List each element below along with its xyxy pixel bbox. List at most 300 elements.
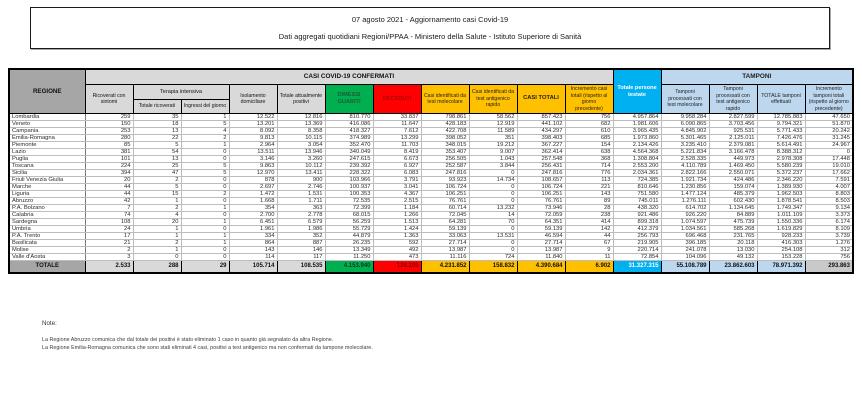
data-cell: 878 — [229, 177, 277, 184]
region-name: Abruzzo — [9, 198, 85, 205]
data-cell: 1.043 — [469, 156, 517, 163]
data-cell: 3.260 — [277, 156, 325, 163]
data-cell: 142 — [565, 226, 613, 233]
data-cell: 247.816 — [517, 170, 565, 177]
table-row — [9, 177, 853, 184]
region-name: Liguria — [9, 191, 85, 198]
table-body — [9, 114, 853, 261]
data-cell: 6.451 — [229, 219, 277, 226]
data-cell: 27.714 — [517, 240, 565, 247]
data-cell: 5 — [133, 184, 181, 191]
data-cell: 2.746 — [277, 184, 325, 191]
data-cell: 280 — [85, 135, 133, 142]
data-cell: 2.827.599 — [709, 114, 757, 121]
data-cell: 0 — [469, 198, 517, 205]
data-cell: 101 — [85, 156, 133, 163]
data-cell: 1.921.734 — [661, 177, 709, 184]
data-cell: 424.486 — [709, 177, 757, 184]
data-cell: 108.657 — [517, 177, 565, 184]
data-cell: 259 — [85, 114, 133, 121]
region-name: P.A. Bolzano — [9, 205, 85, 212]
data-cell: 13.987 — [421, 247, 469, 254]
col-header-incremento-casi: Incremento casi totali (rispetto al giorno precedente) — [565, 85, 613, 114]
col-header-tamponi-antigenico: Tamponi processati con test antigenico rapido — [709, 85, 757, 114]
data-cell: 9.794.321 — [757, 121, 805, 128]
data-cell: 1 — [181, 240, 229, 247]
data-cell: 60.714 — [421, 205, 469, 212]
data-cell: 1 — [181, 219, 229, 226]
data-cell: 900 — [277, 177, 325, 184]
note-line-1: La Regione Abruzzo comunica che dal totale dei positivi è stato eliminato 1 caso in quanto già segnalato da altra Regione. — [42, 337, 334, 343]
data-cell: 1.276 — [805, 240, 853, 247]
data-cell: 2.034.361 — [613, 170, 661, 177]
data-cell: 0 — [469, 170, 517, 177]
data-cell: 19.010 — [805, 163, 853, 170]
data-cell: 434.297 — [517, 128, 565, 135]
data-cell: 18 — [133, 121, 181, 128]
data-cell: 1.513 — [373, 219, 421, 226]
total-cell: 55.108.789 — [661, 261, 709, 274]
data-cell: 1 — [181, 205, 229, 212]
data-cell: 1 — [181, 233, 229, 240]
data-cell: 475.739 — [709, 219, 757, 226]
data-cell: 9.958.284 — [661, 114, 709, 121]
data-cell: 2 — [85, 247, 133, 254]
data-cell: 33.837 — [373, 114, 421, 121]
data-cell: 13 — [133, 128, 181, 135]
data-cell: 72.045 — [421, 212, 469, 219]
data-cell: 44 — [565, 233, 613, 240]
data-cell: 0 — [469, 240, 517, 247]
data-cell: 1.981.606 — [613, 121, 661, 128]
data-cell: 0 — [469, 226, 517, 233]
data-cell: 8.419 — [373, 149, 421, 156]
region-name: Sardegna — [9, 219, 85, 226]
data-cell: 143 — [565, 191, 613, 198]
data-cell: 6.083 — [373, 170, 421, 177]
data-cell: 4.007 — [805, 184, 853, 191]
data-cell: 362.414 — [517, 149, 565, 156]
data-cell: 47.650 — [805, 114, 853, 121]
data-cell: 11.250 — [325, 254, 373, 261]
data-cell: 416.303 — [757, 240, 805, 247]
data-cell: 17.448 — [805, 156, 853, 163]
data-cell: 374.989 — [325, 135, 373, 142]
data-cell: 17 — [85, 233, 133, 240]
data-cell: 1.619.829 — [757, 226, 805, 233]
data-cell: 1.011.109 — [757, 212, 805, 219]
data-cell: 2.515 — [373, 198, 421, 205]
report-title-line1: 07 agosto 2021 - Aggiornamento casi Covid-19 — [351, 15, 509, 25]
band-casi-confermati: CASI COVID-19 CONFERMATI — [85, 69, 613, 85]
data-cell: 724.385 — [613, 177, 661, 184]
data-cell: 8.358 — [277, 128, 325, 135]
data-cell: 7.591 — [805, 177, 853, 184]
col-header-tamponi-totale: TOTALE tamponi effettuati — [757, 85, 805, 114]
data-cell: 108 — [85, 219, 133, 226]
data-cell: 3.965.435 — [613, 128, 661, 135]
data-cell: 0 — [805, 149, 853, 156]
data-cell: 24.967 — [805, 142, 853, 149]
data-cell: 638 — [565, 149, 613, 156]
data-cell: 153.228 — [757, 254, 805, 261]
data-cell: 2 — [133, 205, 181, 212]
total-cell: 4.231.852 — [421, 261, 469, 274]
data-cell: 6.579 — [277, 219, 325, 226]
data-cell: 19.212 — [469, 142, 517, 149]
data-cell: 2 — [133, 240, 181, 247]
data-cell: 219.905 — [613, 240, 661, 247]
data-cell: 114 — [229, 254, 277, 261]
data-cell: 72.399 — [325, 205, 373, 212]
data-cell: 6.174 — [805, 219, 853, 226]
data-cell: 224 — [85, 163, 133, 170]
data-cell: 254.108 — [757, 247, 805, 254]
data-cell: 0 — [469, 184, 517, 191]
data-cell: 585.268 — [709, 226, 757, 233]
data-cell: 1 — [133, 198, 181, 205]
col-header-incremento-tamponi: Incremento tamponi totali (rispetto al giorno precedente) — [805, 85, 853, 114]
data-cell: 2.964 — [229, 142, 277, 149]
col-header-casi-antigenico: Casi identificati da test antigenico rapido — [469, 85, 517, 114]
data-cell: 49.132 — [709, 254, 757, 261]
data-cell: 2 — [181, 191, 229, 198]
data-cell: 351 — [469, 135, 517, 142]
data-cell: 5.372.237 — [757, 170, 805, 177]
region-name: Valle d'Aosta — [9, 254, 85, 261]
data-cell: 13 — [133, 156, 181, 163]
data-cell: 21 — [85, 240, 133, 247]
total-cell: 158.832 — [469, 261, 517, 274]
data-cell: 8.092 — [229, 128, 277, 135]
col-header-casi-molecolare: Casi identificati da test molecolare — [421, 85, 469, 114]
band-tamponi: TAMPONI — [661, 69, 853, 85]
data-cell: 1 — [133, 247, 181, 254]
data-cell: 756 — [565, 114, 613, 121]
data-cell: 3.703.456 — [709, 121, 757, 128]
data-cell: 13.411 — [277, 170, 325, 177]
data-cell: 4.957.864 — [613, 114, 661, 121]
data-cell: 13.946 — [277, 149, 325, 156]
data-cell: 3.739 — [805, 233, 853, 240]
data-cell: 4 — [181, 128, 229, 135]
data-cell: 9.813 — [229, 135, 277, 142]
table-row — [9, 247, 853, 254]
region-name: Veneto — [9, 121, 85, 128]
data-cell: 8.109 — [805, 226, 853, 233]
note-line-2: La Regione Emilia-Romagna comunica che sono stati eliminati 4 casi, positivi a test antigenico ma non confermati da tampone molecolare. — [42, 345, 373, 352]
data-cell: 76.761 — [421, 198, 469, 205]
data-cell: 0 — [181, 184, 229, 191]
data-cell: 4.110.789 — [661, 163, 709, 170]
data-cell: 0 — [181, 254, 229, 261]
data-cell: 3.791 — [373, 177, 421, 184]
data-cell: 592 — [373, 240, 421, 247]
data-cell: 1.668 — [229, 198, 277, 205]
data-cell: 6.090.865 — [661, 121, 709, 128]
data-cell: 4.845.902 — [661, 128, 709, 135]
total-row — [9, 261, 853, 274]
data-cell: 1.469.450 — [709, 163, 757, 170]
table-row — [9, 233, 853, 240]
data-cell: 381 — [85, 149, 133, 156]
data-cell: 256.505 — [421, 156, 469, 163]
data-cell: 252.587 — [421, 163, 469, 170]
data-cell: 798.861 — [421, 114, 469, 121]
data-cell: 11.703 — [373, 142, 421, 149]
data-cell: 46.594 — [517, 233, 565, 240]
data-cell: 756 — [805, 254, 853, 261]
data-cell: 56.259 — [325, 219, 373, 226]
data-cell: 13.349 — [325, 247, 373, 254]
data-cell: 0 — [133, 254, 181, 261]
data-cell: 1.389.930 — [757, 184, 805, 191]
total-cell: 78.971.392 — [757, 261, 805, 274]
col-header-isolamento: Isolamento domiciliare — [229, 85, 277, 114]
col-header-deceduti: DECEDUTI — [373, 85, 421, 114]
data-cell: 352.470 — [325, 142, 373, 149]
data-cell: 7.426.476 — [757, 135, 805, 142]
data-cell: 84.889 — [709, 212, 757, 219]
col-header-dimessi-guariti: DIMESSI GUARITI — [325, 85, 373, 114]
data-cell: 5.614.491 — [757, 142, 805, 149]
region-name: Molise — [9, 247, 85, 254]
data-cell: 4.367 — [373, 191, 421, 198]
region-name: Piemonte — [9, 142, 85, 149]
data-cell: 59.139 — [517, 226, 565, 233]
col-header-persone-testate: Totale persone testate — [613, 69, 661, 114]
data-cell: 13.511 — [229, 149, 277, 156]
data-cell: 13.987 — [517, 247, 565, 254]
region-name: Puglia — [9, 156, 85, 163]
total-cell: 105.714 — [229, 261, 277, 274]
data-cell: 6.673 — [373, 156, 421, 163]
data-cell: 928.233 — [757, 233, 805, 240]
total-cell: 128.209 — [373, 261, 421, 274]
data-cell: 2 — [181, 135, 229, 142]
data-cell: 0 — [181, 226, 229, 233]
table-header — [9, 69, 853, 114]
data-cell: 696.468 — [661, 233, 709, 240]
data-cell: 74 — [85, 212, 133, 219]
data-cell: 42 — [85, 198, 133, 205]
data-cell: 17.662 — [805, 170, 853, 177]
data-cell: 9.863 — [229, 163, 277, 170]
data-cell: 3.054 — [277, 142, 325, 149]
data-cell: 33.063 — [421, 233, 469, 240]
total-cell: 288 — [133, 261, 181, 274]
data-cell: 363 — [277, 205, 325, 212]
data-cell: 68.015 — [325, 212, 373, 219]
data-cell: 1.276.111 — [661, 198, 709, 205]
data-cell: 241.078 — [661, 247, 709, 254]
data-cell: 602.430 — [709, 198, 757, 205]
total-cell: 23.862.603 — [709, 261, 757, 274]
data-cell: 146 — [277, 247, 325, 254]
data-cell: 414 — [565, 219, 613, 226]
data-cell: 106.724 — [421, 184, 469, 191]
total-cell: 4.153.940 — [325, 261, 373, 274]
data-cell: 221 — [565, 184, 613, 191]
data-cell: 1.230.856 — [661, 184, 709, 191]
col-header-tamponi-molecolare: Tamponi processati con test molecolare — [661, 85, 709, 114]
data-cell: 1.550.336 — [757, 219, 805, 226]
data-cell: 7 — [85, 205, 133, 212]
data-cell: 340.049 — [325, 149, 373, 156]
data-cell: 256.793 — [613, 233, 661, 240]
data-cell: 20.118 — [709, 240, 757, 247]
notes-label: Note: — [42, 320, 57, 327]
data-cell: 5 — [181, 163, 229, 170]
col-header-casi-totali: CASI TOTALI — [517, 85, 565, 114]
data-cell: 367.227 — [517, 142, 565, 149]
data-cell: 438.320 — [613, 205, 661, 212]
region-name: Friuli Venezia Giulia — [9, 177, 85, 184]
col-header-regione: REGIONE — [9, 69, 85, 114]
data-cell: 103.966 — [325, 177, 373, 184]
data-cell: 9.134 — [805, 205, 853, 212]
col-header-ti-totale: Totale ricoverati — [133, 100, 181, 114]
data-cell: 0 — [181, 212, 229, 219]
data-cell: 20 — [85, 177, 133, 184]
data-cell: 416.086 — [325, 121, 373, 128]
table-row — [9, 163, 853, 170]
table-row — [9, 142, 853, 149]
data-cell: 1.266 — [373, 212, 421, 219]
data-cell: 714 — [565, 163, 613, 170]
data-cell: 13.299 — [373, 135, 421, 142]
total-cell: 6.902 — [565, 261, 613, 274]
data-cell: 106.251 — [517, 191, 565, 198]
data-cell: 2.346.220 — [757, 177, 805, 184]
data-cell: 899.318 — [613, 219, 661, 226]
data-cell: 106.251 — [421, 191, 469, 198]
data-cell: 492 — [373, 247, 421, 254]
data-cell: 887 — [277, 240, 325, 247]
data-cell: 9 — [565, 247, 613, 254]
col-header-ricoverati: Ricoverati con sintomi — [85, 85, 133, 114]
data-cell: 614.702 — [661, 205, 709, 212]
data-cell: 13.201 — [229, 121, 277, 128]
data-cell: 682 — [565, 121, 613, 128]
data-cell: 64.281 — [421, 219, 469, 226]
data-cell: 10.112 — [277, 163, 325, 170]
data-cell: 352 — [277, 233, 325, 240]
data-cell: 8.388.312 — [757, 149, 805, 156]
data-cell: 1.962.503 — [757, 191, 805, 198]
data-cell: 59.139 — [421, 226, 469, 233]
data-cell: 0 — [181, 177, 229, 184]
data-cell: 810.770 — [325, 114, 373, 121]
data-cell: 51.870 — [805, 121, 853, 128]
data-cell: 72.854 — [613, 254, 661, 261]
data-cell: 2.700 — [229, 212, 277, 219]
region-name: Campania — [9, 128, 85, 135]
data-cell: 257.548 — [517, 156, 565, 163]
data-cell: 12.919 — [469, 121, 517, 128]
data-cell: 73.946 — [517, 205, 565, 212]
data-cell: 418.327 — [325, 128, 373, 135]
data-cell: 685 — [565, 135, 613, 142]
table-row — [9, 156, 853, 163]
data-cell: 3.146 — [229, 156, 277, 163]
data-cell: 3.166.478 — [709, 149, 757, 156]
total-cell: 29 — [181, 261, 229, 274]
data-cell: 113 — [565, 177, 613, 184]
data-cell: 2.134.426 — [613, 142, 661, 149]
data-cell: 25 — [133, 163, 181, 170]
data-cell: 5 — [181, 121, 229, 128]
data-cell: 4 — [133, 212, 181, 219]
data-cell: 2.528.335 — [661, 156, 709, 163]
data-cell: 3 — [85, 254, 133, 261]
data-cell: 54 — [133, 149, 181, 156]
data-cell: 72.535 — [325, 198, 373, 205]
table-row — [9, 198, 853, 205]
data-cell: 70 — [469, 219, 517, 226]
data-cell: 55.729 — [325, 226, 373, 233]
data-cell: 2.822.166 — [661, 170, 709, 177]
data-cell: 1.184 — [373, 205, 421, 212]
data-cell: 44.879 — [325, 233, 373, 240]
data-cell: 44 — [85, 191, 133, 198]
region-name: Sicilia — [9, 170, 85, 177]
region-name: Umbria — [9, 226, 85, 233]
data-cell: 751.580 — [613, 191, 661, 198]
data-cell: 412.379 — [613, 226, 661, 233]
data-cell: 106.724 — [517, 184, 565, 191]
data-cell: 143 — [229, 247, 277, 254]
data-cell: 47 — [133, 170, 181, 177]
total-cell: 4.390.684 — [517, 261, 565, 274]
data-cell: 22 — [133, 135, 181, 142]
data-cell: 3.041 — [373, 184, 421, 191]
data-cell: 5.771.433 — [757, 128, 805, 135]
data-cell: 1.134.645 — [709, 205, 757, 212]
total-cell: 293.863 — [805, 261, 853, 274]
region-name: Calabria — [9, 212, 85, 219]
notes-section — [42, 320, 373, 352]
data-cell: 745.011 — [613, 198, 661, 205]
col-header-terapia-intensiva: Terapia intensiva — [133, 85, 229, 100]
data-cell: 1.424 — [373, 226, 421, 233]
data-cell: 1.749.347 — [757, 205, 805, 212]
data-cell: 256.431 — [517, 163, 565, 170]
data-cell: 64.351 — [517, 219, 565, 226]
data-cell: 11.589 — [469, 128, 517, 135]
data-cell: 231.765 — [709, 233, 757, 240]
data-cell: 1.477.124 — [661, 191, 709, 198]
data-cell: 0 — [469, 191, 517, 198]
data-cell: 422.708 — [421, 128, 469, 135]
data-cell: 13.369 — [277, 121, 325, 128]
data-cell: 2.697 — [229, 184, 277, 191]
data-cell: 220.714 — [613, 247, 661, 254]
data-cell: 13.030 — [709, 247, 757, 254]
data-cell: 348.015 — [421, 142, 469, 149]
data-cell: 253 — [85, 128, 133, 135]
data-cell: 1.961 — [229, 226, 277, 233]
col-header-attualmente-positivi: Totale attualmente positivi — [277, 85, 325, 114]
table-row — [9, 170, 853, 177]
data-cell: 610 — [565, 128, 613, 135]
data-cell: 1.711 — [277, 198, 325, 205]
data-cell: 1 — [133, 226, 181, 233]
data-cell: 67 — [565, 240, 613, 247]
table-row — [9, 240, 853, 247]
data-cell: 12.816 — [277, 114, 325, 121]
data-cell: 0 — [181, 247, 229, 254]
